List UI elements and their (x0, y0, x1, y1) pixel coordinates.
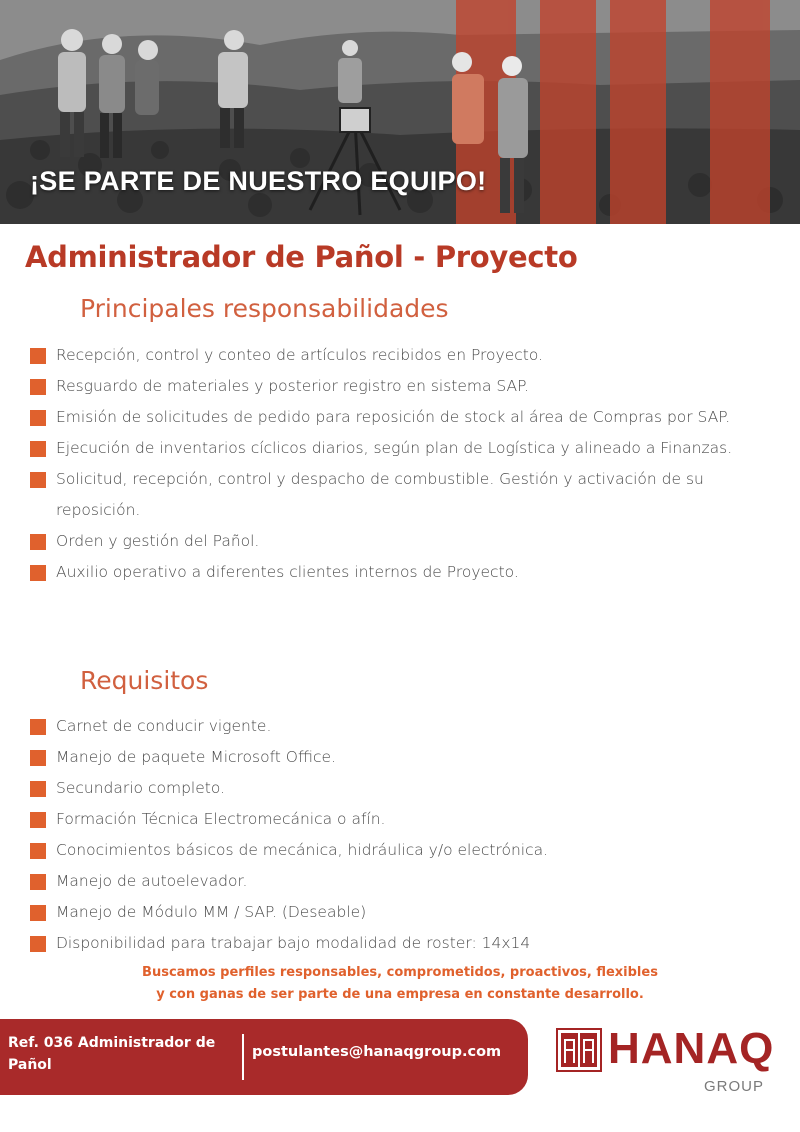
logo-wordmark: HANAQ (608, 1024, 775, 1073)
hero-headline: ¡SE PARTE DE NUESTRO EQUIPO! (30, 166, 487, 196)
list-item (30, 928, 750, 959)
company-logo (556, 1024, 775, 1104)
square-bullet-icon (30, 441, 46, 457)
contact-email-link[interactable]: postulantes@hanaqgroup.com (252, 1044, 502, 1060)
square-bullet-icon (30, 781, 46, 797)
requirements-heading: Requisitos (80, 666, 209, 695)
list-item-text: Manejo de autoelevador. (56, 872, 248, 890)
list-item-text: Disponibilidad para trabajar bajo modalidad de roster: 14x14 (56, 934, 531, 952)
list-item-text: Conocimientos básicos de mecánica, hidráulica y/o electrónica. (56, 841, 549, 859)
square-bullet-icon (30, 750, 46, 766)
square-bullet-icon (30, 565, 46, 581)
list-item (30, 433, 750, 464)
square-bullet-icon (30, 379, 46, 395)
list-item-text: Secundario completo. (56, 779, 225, 797)
list-item (30, 371, 750, 402)
job-reference: Ref. 036 Administrador de Pañol (8, 1035, 216, 1073)
requirements-list (30, 711, 750, 959)
logo-subtitle: GROUP (704, 1078, 765, 1095)
footer-divider (242, 1034, 244, 1080)
list-item (30, 402, 750, 433)
list-item (30, 340, 750, 371)
list-item-text: Auxilio operativo a diferentes clientes internos de Proyecto. (56, 563, 519, 581)
list-item-text: Recepción, control y conteo de artículos recibidos en Proyecto. (56, 346, 543, 364)
list-item (30, 897, 750, 928)
square-bullet-icon (30, 410, 46, 426)
tagline (0, 962, 800, 1006)
list-item (30, 464, 750, 526)
responsibilities-list (30, 340, 750, 588)
list-item (30, 866, 750, 897)
square-bullet-icon (30, 812, 46, 828)
square-bullet-icon (30, 936, 46, 952)
square-bullet-icon (30, 534, 46, 550)
list-item (30, 804, 750, 835)
list-item-text: Manejo de Módulo MM / SAP. (Deseable) (56, 903, 367, 921)
list-item-text: Formación Técnica Electromecánica o afín. (56, 810, 386, 828)
list-item (30, 773, 750, 804)
hero-photo (0, 0, 800, 224)
list-item (30, 526, 750, 557)
list-item-text: Manejo de paquete Microsoft Office. (56, 748, 336, 766)
square-bullet-icon (30, 905, 46, 921)
list-item-text: Carnet de conducir vigente. (56, 717, 272, 735)
list-item-text: Resguardo de materiales y posterior registro en sistema SAP. (56, 377, 530, 395)
square-bullet-icon (30, 472, 46, 488)
list-item (30, 711, 750, 742)
list-item (30, 742, 750, 773)
tagline-line-1: Buscamos perfiles responsables, comprometidos, proactivos, flexibles (142, 965, 658, 980)
list-item (30, 557, 750, 588)
list-item-text: Orden y gestión del Pañol. (56, 532, 260, 550)
list-item (30, 835, 750, 866)
square-bullet-icon (30, 843, 46, 859)
responsibilities-heading: Principales responsabilidades (80, 294, 449, 323)
list-item-text: Ejecución de inventarios cíclicos diarios, según plan de Logística y alineado a Finanzas. (56, 439, 733, 457)
list-item-text: Emisión de solicitudes de pedido para reposición de stock al área de Compras por SAP. (56, 408, 731, 426)
logo-mark-icon (556, 1028, 602, 1072)
list-item-text: Solicitud, recepción, control y despacho de combustible. Gestión y activación de su reposición. (56, 470, 704, 519)
square-bullet-icon (30, 719, 46, 735)
square-bullet-icon (30, 348, 46, 364)
tagline-line-2: y con ganas de ser parte de una empresa en constante desarrollo. (156, 987, 644, 1002)
job-title: Administrador de Pañol - Proyecto (25, 240, 578, 274)
square-bullet-icon (30, 874, 46, 890)
